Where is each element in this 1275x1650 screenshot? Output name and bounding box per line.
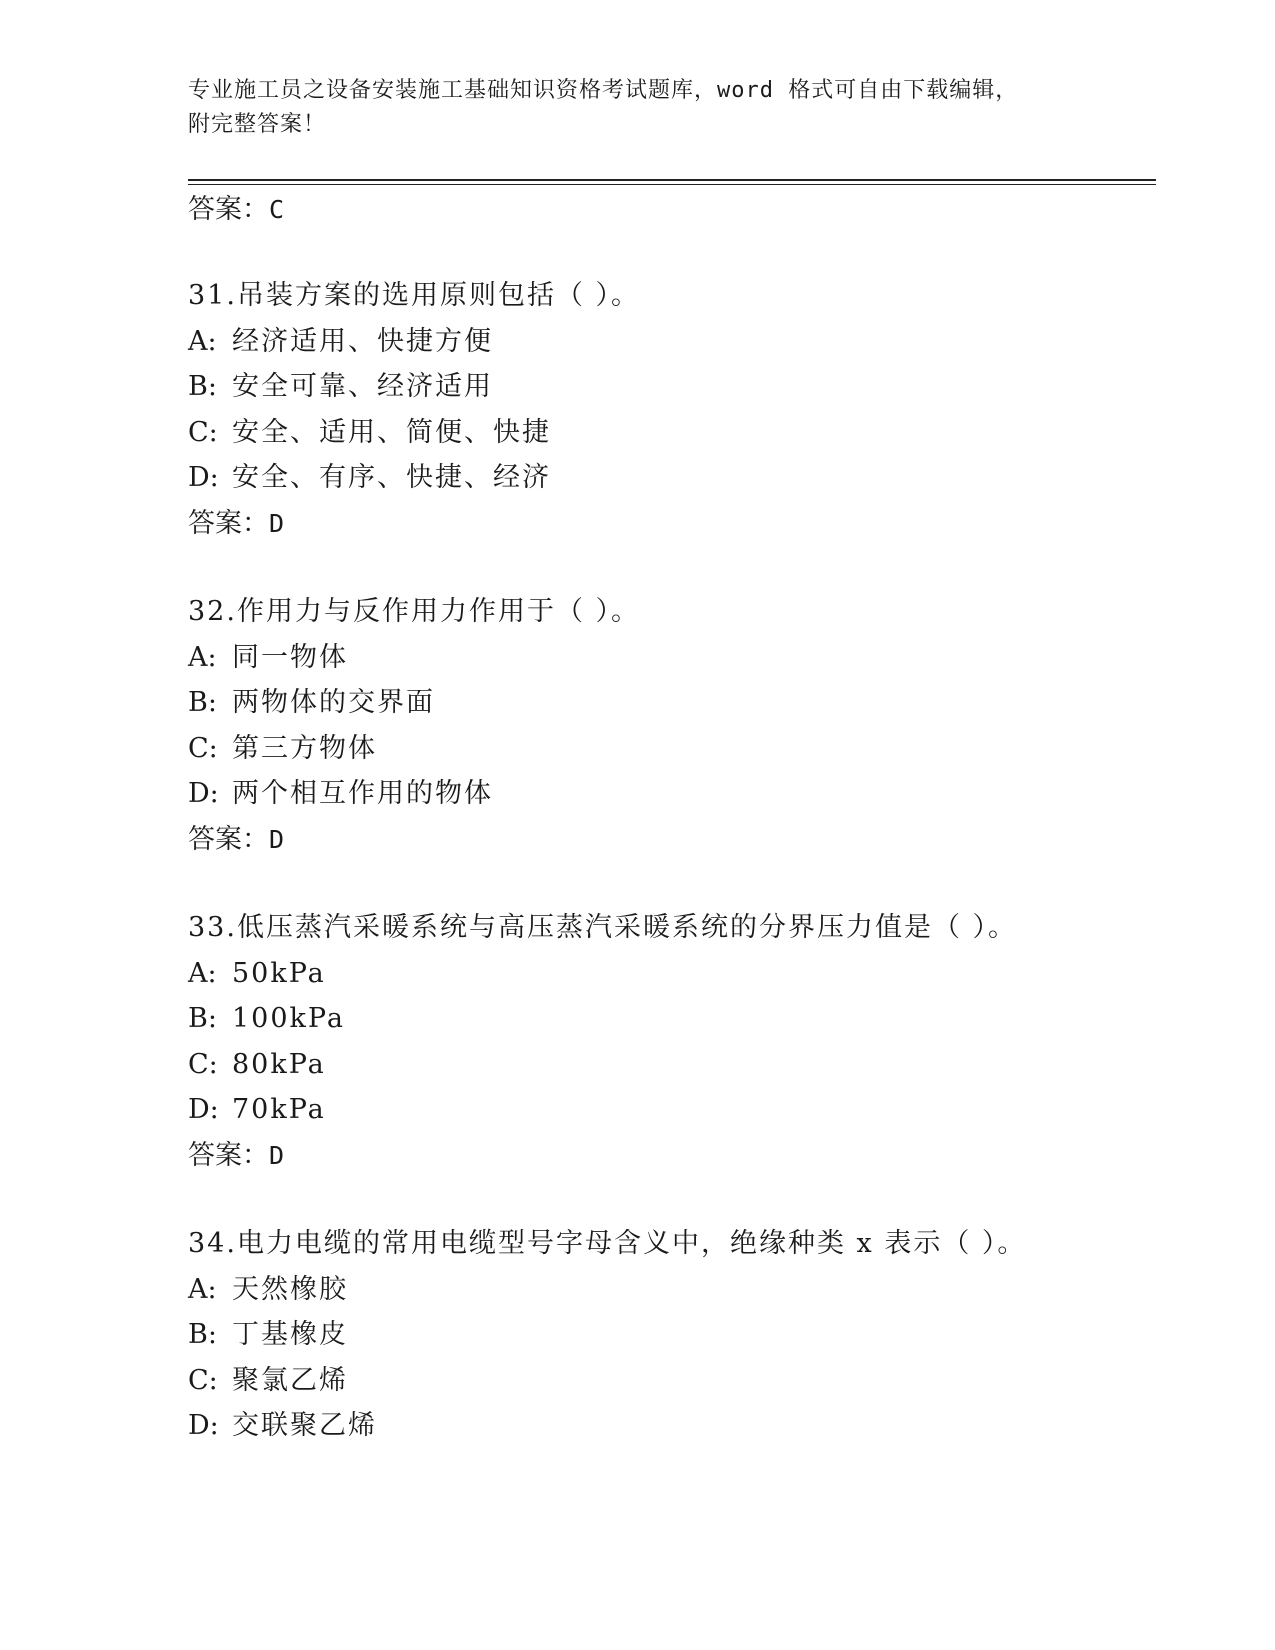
answer-label: 答案：: [188, 507, 269, 539]
option-text: 交联聚乙烯: [232, 1410, 377, 1441]
option-text: 第三方物体: [232, 732, 377, 764]
option-b: [188, 369, 1148, 415]
option-letter: C:: [188, 732, 218, 764]
question-33: [188, 910, 1148, 1183]
option-a: [188, 324, 1148, 370]
question-34: [188, 1226, 1148, 1454]
option-letter: B:: [188, 1003, 217, 1034]
option-letter: A:: [188, 325, 217, 357]
question-31: [188, 278, 1148, 551]
option-letter: D:: [188, 1094, 219, 1125]
option-c: [188, 1363, 1148, 1409]
option-letter: C:: [188, 1048, 218, 1080]
answer-value: D: [269, 508, 285, 538]
question-answer: [188, 506, 1148, 552]
option-letter: B:: [188, 687, 217, 718]
option-letter: C:: [188, 1364, 218, 1396]
option-a: [188, 1272, 1148, 1318]
answer-label: 答案：: [188, 1139, 269, 1171]
option-a: [188, 956, 1148, 1002]
option-b: [188, 1317, 1148, 1363]
option-text: 两个相互作用的物体: [232, 778, 493, 809]
option-b: [188, 685, 1148, 731]
option-letter: D:: [188, 778, 219, 809]
option-text: 丁基橡皮: [232, 1319, 348, 1350]
option-text: 70kPa: [232, 1094, 326, 1125]
option-text: 安全、有序、快捷、经济: [232, 462, 551, 493]
answer-label: 答案：: [188, 823, 269, 855]
option-text: 经济适用、快捷方便: [232, 325, 493, 357]
option-c: [188, 415, 1148, 461]
option-d: [188, 1408, 1148, 1454]
option-d: [188, 776, 1148, 822]
option-c: [188, 1047, 1148, 1093]
previous-answer: [188, 192, 284, 228]
answer-value: D: [269, 824, 285, 854]
header-line-1: 专业施工员之设备安装施工基础知识资格考试题库，word 格式可自由下载编辑，: [188, 78, 1019, 103]
question-title: 33.低压蒸汽采暖系统与高压蒸汽采暖系统的分界压力值是（ ）。: [188, 912, 1018, 943]
option-letter: D:: [188, 1410, 219, 1441]
answer-label: 答案：: [188, 194, 269, 225]
option-d: [188, 1092, 1148, 1138]
option-text: 100kPa: [232, 1003, 345, 1034]
option-letter: D:: [188, 462, 219, 493]
question-answer: [188, 1138, 1148, 1184]
option-text: 安全、适用、简便、快捷: [232, 416, 551, 448]
answer-value: C: [269, 195, 285, 224]
option-a: [188, 640, 1148, 686]
answer-value: D: [269, 1140, 285, 1170]
question-title: 34.电力电缆的常用电缆型号字母含义中，绝缘种类 x 表示（ ）。: [188, 1228, 1027, 1259]
header-line-2: 附完整答案！: [188, 112, 327, 137]
option-letter: C:: [188, 416, 218, 448]
option-letter: A:: [188, 957, 217, 989]
question-title: 32.作用力与反作用力作用于（ ）。: [188, 596, 641, 627]
question-32: [188, 594, 1148, 867]
option-text: 天然橡胶: [232, 1273, 348, 1305]
document-header: [188, 74, 1068, 142]
option-text: 50kPa: [232, 957, 326, 989]
option-letter: B:: [188, 371, 217, 402]
option-text: 同一物体: [232, 641, 348, 673]
question-title: 31.吊装方案的选用原则包括（ ）。: [188, 280, 641, 311]
option-letter: A:: [188, 641, 217, 673]
question-answer: [188, 822, 1148, 868]
option-text: 聚氯乙烯: [232, 1364, 348, 1396]
header-divider: [188, 179, 1156, 185]
option-d: [188, 460, 1148, 506]
option-text: 安全可靠、经济适用: [232, 371, 493, 402]
option-b: [188, 1001, 1148, 1047]
option-c: [188, 731, 1148, 777]
option-letter: A:: [188, 1273, 217, 1305]
option-letter: B:: [188, 1319, 217, 1350]
option-text: 两物体的交界面: [232, 687, 435, 718]
option-text: 80kPa: [232, 1048, 326, 1080]
